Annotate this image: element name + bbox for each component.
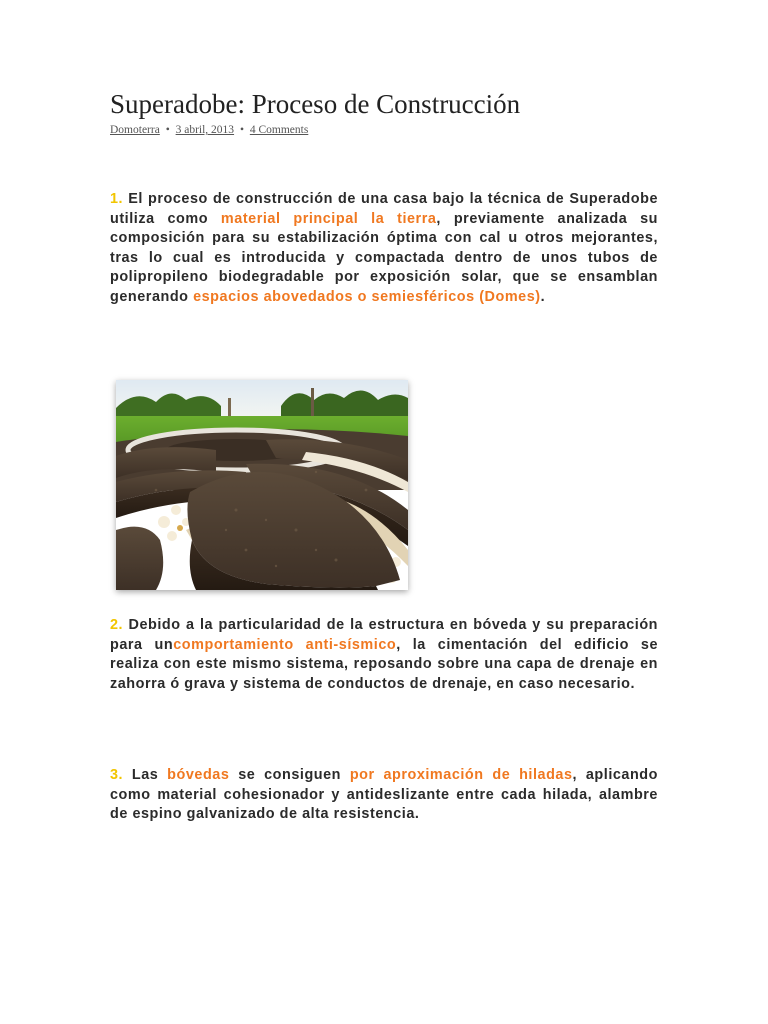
paragraph-text: Debido a la particularidad de la estructura en bóveda y su preparación para un [110, 617, 658, 653]
comments-link[interactable]: 4 Comments [249, 124, 309, 136]
paragraph-text: , la cimentación del edificio se realiza con este mismo sistema, reposando sobre una capa de drenaje en zahorra ó grava y sistema de conductos de drenaje, en caso necesario. [110, 636, 659, 692]
step-number: 3. [110, 767, 124, 783]
paragraph-text: Las [123, 767, 168, 783]
paragraph-text: . [540, 288, 546, 305]
paragraph-1 [110, 190, 658, 308]
highlight-text: material principal la tierra [220, 210, 437, 227]
highlight-text: bóvedas [167, 767, 230, 783]
date-link[interactable]: 3 abril, 2013 [175, 124, 235, 136]
meta-separator: • [165, 124, 170, 136]
paragraph-text: se consiguen [229, 767, 350, 783]
paragraph-2 [110, 616, 658, 694]
paragraph-text: El proceso de construcción de una casa bajo la técnica de Superadobe utiliza como [110, 191, 658, 227]
highlight-text: por aproximación de hiladas [349, 767, 573, 783]
author-link[interactable]: Domoterra [110, 124, 160, 136]
highlight-text: comportamiento anti-sísmico [173, 636, 397, 653]
step-number: 2. [110, 617, 124, 633]
paragraph-text: , aplicando como material cohesionador y antideslizante entre cada hilada, alambre de espino galvanizado de alta resistencia. [110, 767, 658, 823]
highlight-text: espacios abovedados o semiesféricos (Domes) [193, 288, 541, 305]
page-title: Superadobe: Proceso de Construcción [110, 89, 521, 119]
post-meta [110, 122, 308, 138]
paragraph-text: , previamente analizada su composición para su estabilización óptima con cal u otros mejorantes, tras lo cual es introducida y compactada dentro de unos tubos de polipropileno biodegradable por exposición solar, que se ensamblan generando [110, 210, 659, 305]
construction-photo [116, 380, 408, 590]
step-number: 1. [110, 191, 124, 207]
meta-separator: • [239, 124, 244, 136]
paragraph-3 [110, 766, 658, 825]
